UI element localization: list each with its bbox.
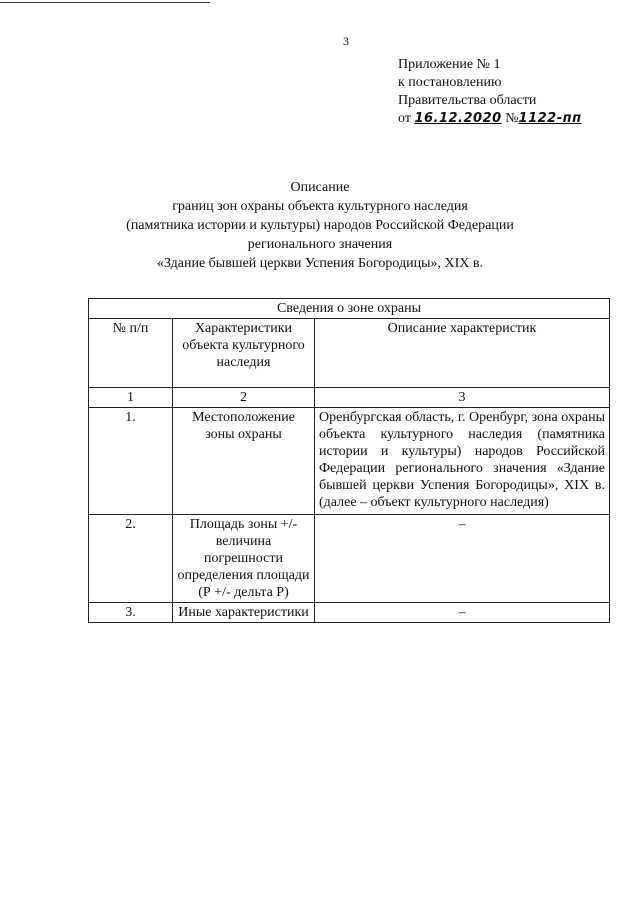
col-number-1: 1 — [89, 388, 173, 408]
row-description: – — [315, 603, 610, 623]
handwritten-date: 16.12.2020 — [414, 111, 502, 126]
title-line-5: «Здание бывшей церкви Успения Богородицы», XIX в. — [156, 256, 484, 271]
table-caption: Сведения о зоне охраны — [89, 299, 610, 319]
appendix-date-line — [398, 110, 582, 128]
title-line-1: Описание — [290, 180, 350, 195]
row-characteristic: Площадь зоны +/- величина погрешности определения площади (Р +/- дельта Р) — [173, 515, 315, 603]
row-description: Оренбургская область, г. Оренбург, зона охраны объекта культурного наследия (памятника истории и культуры) народов Российской Федерации регионального значения «Здание бывшей церкви Успения Богородицы», XIX в. (далее – объект культурного наследия) — [315, 408, 610, 515]
row-num: 3. — [89, 603, 173, 623]
header-description: Описание характеристик — [315, 319, 610, 388]
document-title — [0, 178, 640, 273]
title-line-4: регионального значения — [247, 237, 393, 252]
table-row — [89, 408, 610, 515]
appendix-line-1: Приложение № 1 — [398, 57, 501, 72]
table-caption-row — [89, 299, 610, 319]
table-header-row — [89, 319, 610, 388]
top-rule — [0, 2, 210, 3]
header-characteristic: Характеристики объекта культурного наследия — [173, 319, 315, 388]
row-description: – — [315, 515, 610, 603]
number-sign: № — [505, 111, 519, 126]
header-num: № п/п — [89, 319, 173, 388]
row-characteristic: Местоположение зоны охраны — [173, 408, 315, 515]
row-num: 2. — [89, 515, 173, 603]
from-prefix: от — [398, 111, 411, 126]
title-line-3: (памятника истории и культуры) народов Российской Федерации — [126, 218, 514, 233]
col-number-3: 3 — [315, 388, 610, 408]
title-line-2: границ зон охраны объекта культурного наследия — [172, 199, 468, 214]
appendix-line-3: Правительства области — [398, 93, 537, 108]
page-number: 3 — [343, 34, 349, 48]
row-num: 1. — [89, 408, 173, 515]
row-characteristic: Иные характеристики — [173, 603, 315, 623]
table-row — [89, 603, 610, 623]
table-row — [89, 515, 610, 603]
zone-info-table — [88, 298, 610, 623]
col-number-2: 2 — [173, 388, 315, 408]
column-number-row — [89, 388, 610, 408]
appendix-block — [398, 56, 582, 128]
appendix-line-2: к постановлению — [398, 75, 502, 90]
handwritten-number: 1122-пп — [518, 111, 582, 126]
